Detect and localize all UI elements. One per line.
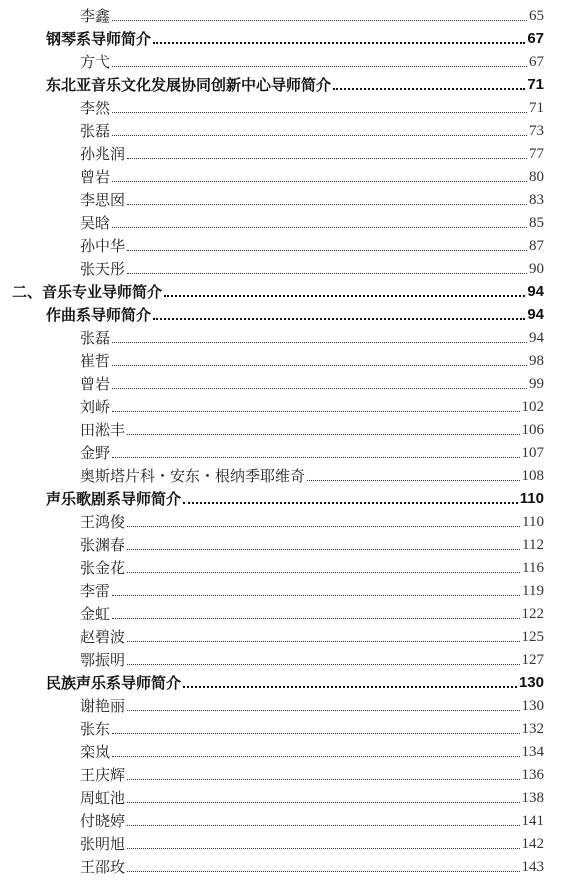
toc-entry[interactable] [0, 832, 570, 855]
toc-page-number: 77 [529, 146, 544, 162]
dot-leader [112, 135, 527, 136]
dot-leader [127, 871, 519, 872]
toc-entry[interactable] [0, 4, 570, 27]
dot-leader [127, 825, 519, 826]
toc-entry[interactable] [0, 694, 570, 717]
toc-section-heading[interactable] [0, 27, 570, 50]
toc-entry[interactable] [0, 625, 570, 648]
toc-entry-title: 王鸿俊 [80, 513, 126, 531]
dot-leader [127, 572, 520, 573]
dot-leader [127, 158, 527, 159]
toc-entry-title: 曾岩 [80, 375, 111, 393]
toc-entry-title: 赵碧波 [80, 628, 126, 646]
toc-entry-title: 周虹池 [80, 789, 126, 807]
toc-page-number: 98 [529, 353, 544, 369]
toc-page-number: 73 [529, 123, 544, 139]
toc-entry-title: 方弋 [80, 53, 111, 71]
dot-leader [127, 779, 519, 780]
toc-entry-title: 张渊春 [80, 536, 126, 554]
toc-entry-title: 作曲系导师简介 [46, 306, 152, 324]
dot-leader [333, 88, 525, 90]
toc-section-heading[interactable] [0, 303, 570, 326]
toc-entry[interactable] [0, 441, 570, 464]
toc-page-number: 71 [529, 100, 544, 116]
toc-entry-title: 金虹 [80, 605, 111, 623]
dot-leader [127, 434, 519, 435]
toc-page-number: 138 [521, 790, 544, 806]
toc-entry[interactable] [0, 372, 570, 395]
toc-entry[interactable] [0, 740, 570, 763]
toc-page-number: 116 [522, 560, 544, 576]
toc-page-number: 134 [521, 744, 544, 760]
toc-entry-title: 张明旭 [80, 835, 126, 853]
toc-section-heading[interactable] [0, 671, 570, 694]
dot-leader [112, 756, 519, 757]
dot-leader [127, 273, 527, 274]
toc-page-number: 110 [519, 490, 544, 507]
toc-entry-title: 李然 [80, 99, 111, 117]
toc-page-number: 112 [522, 537, 544, 553]
toc-page-number: 130 [521, 698, 544, 714]
toc-page-number: 94 [527, 306, 544, 323]
dot-leader [127, 802, 519, 803]
toc-page-number: 65 [529, 8, 544, 24]
dot-leader [112, 411, 519, 412]
toc-section-heading[interactable] [0, 73, 570, 96]
toc-page-number: 125 [521, 629, 544, 645]
dot-leader [127, 549, 520, 550]
dot-leader [153, 318, 525, 320]
toc-page-number: 71 [527, 76, 544, 93]
toc-entry-title: 孙兆润 [80, 145, 126, 163]
toc-entry-title: 李思囡 [80, 191, 126, 209]
dot-leader [127, 204, 527, 205]
dot-leader [112, 20, 527, 21]
toc-page-number: 67 [529, 54, 544, 70]
toc-page-number: 94 [527, 283, 544, 300]
toc-page-number: 130 [518, 674, 544, 691]
toc-page-number: 143 [521, 859, 544, 875]
toc-page-number: 132 [521, 721, 544, 737]
toc-entry-title: 王庆辉 [80, 766, 126, 784]
toc-entry[interactable] [0, 96, 570, 119]
toc-chapter-heading[interactable] [0, 280, 570, 303]
toc-entry-title: 孙中华 [80, 237, 126, 255]
dot-leader [112, 388, 527, 389]
toc-entry-title: 崔哲 [80, 352, 111, 370]
dot-leader [127, 848, 519, 849]
toc-page-number: 83 [529, 192, 544, 208]
toc-entry-title: 张磊 [80, 122, 111, 140]
toc-page-number: 85 [529, 215, 544, 231]
dot-leader [153, 42, 525, 44]
toc-entry-title: 田淞丰 [80, 421, 126, 439]
toc-entry-title: 钢琴系导师简介 [46, 30, 152, 48]
toc-page-number: 142 [521, 836, 544, 852]
dot-leader [112, 365, 527, 366]
toc-page-number: 119 [522, 583, 544, 599]
toc-page-number: 110 [522, 514, 544, 530]
toc-entry[interactable] [0, 717, 570, 740]
toc-entry[interactable] [0, 211, 570, 234]
toc-entry[interactable] [0, 533, 570, 556]
toc-entry[interactable] [0, 326, 570, 349]
dot-leader [112, 342, 527, 343]
toc-entry[interactable] [0, 602, 570, 625]
dot-leader [112, 595, 520, 596]
toc-entry-title: 李雷 [80, 582, 111, 600]
toc-entry[interactable] [0, 50, 570, 73]
toc-entry-title: 金野 [80, 444, 111, 462]
toc-entry-title: 李鑫 [80, 7, 111, 25]
toc-entry-title: 付晓婷 [80, 812, 126, 830]
toc-entry[interactable] [0, 855, 570, 878]
toc-page-number: 99 [529, 376, 544, 392]
toc-entry-title: 张磊 [80, 329, 111, 347]
toc-entry[interactable] [0, 786, 570, 809]
toc-entry-title: 王邵玫 [80, 858, 126, 876]
toc-entry[interactable] [0, 395, 570, 418]
toc-page-number: 127 [521, 652, 544, 668]
toc-entry-title: 吴晗 [80, 214, 111, 232]
toc-page-number: 136 [521, 767, 544, 783]
dot-leader [127, 526, 520, 527]
toc-page-number: 122 [521, 606, 544, 622]
table-of-contents [0, 4, 570, 878]
dot-leader [127, 250, 527, 251]
dot-leader [112, 227, 527, 228]
dot-leader [307, 480, 519, 481]
dot-leader [127, 641, 519, 642]
dot-leader [112, 112, 527, 113]
toc-page-number: 108 [521, 468, 544, 484]
toc-page-number: 107 [521, 445, 544, 461]
toc-page-number: 67 [527, 30, 544, 47]
dot-leader [127, 710, 519, 711]
toc-entry[interactable] [0, 579, 570, 602]
dot-leader [112, 733, 519, 734]
toc-page-number: 102 [521, 399, 544, 415]
toc-page-number: 87 [529, 238, 544, 254]
toc-page-number: 80 [529, 169, 544, 185]
toc-page-number: 90 [529, 261, 544, 277]
toc-entry[interactable] [0, 556, 570, 579]
toc-entry[interactable] [0, 648, 570, 671]
toc-entry-title: 曾岩 [80, 168, 111, 186]
toc-entry-title: 声乐歌剧系导师简介 [46, 490, 182, 508]
toc-entry[interactable] [0, 234, 570, 257]
toc-entry[interactable] [0, 142, 570, 165]
dot-leader [112, 457, 519, 458]
toc-entry-title: 谢艳丽 [80, 697, 126, 715]
toc-section-heading[interactable] [0, 487, 570, 510]
toc-entry-title: 张金花 [80, 559, 126, 577]
toc-entry-title: 鄂振明 [80, 651, 126, 669]
toc-entry-title: 民族声乐系导师简介 [46, 674, 182, 692]
toc-page-number: 94 [529, 330, 544, 346]
dot-leader [112, 66, 527, 67]
toc-entry[interactable] [0, 763, 570, 786]
dot-leader [112, 618, 519, 619]
toc-entry[interactable] [0, 119, 570, 142]
toc-entry[interactable] [0, 165, 570, 188]
toc-entry[interactable] [0, 349, 570, 372]
dot-leader [112, 181, 527, 182]
toc-page-number: 106 [521, 422, 544, 438]
toc-entry[interactable] [0, 418, 570, 441]
toc-entry[interactable] [0, 188, 570, 211]
dot-leader [164, 295, 525, 297]
toc-entry-title: 栾岚 [80, 743, 111, 761]
toc-entry-title: 二、音乐专业导师简介 [12, 283, 163, 301]
toc-entry[interactable] [0, 809, 570, 832]
toc-entry-title: 奥斯塔片科・安东・根纳季耶维奇 [80, 467, 306, 485]
toc-entry-title: 张东 [80, 720, 111, 738]
dot-leader [127, 664, 519, 665]
toc-page-number: 141 [521, 813, 544, 829]
dot-leader [183, 502, 518, 504]
toc-entry-title: 东北亚音乐文化发展协同创新中心导师简介 [46, 76, 332, 94]
toc-entry[interactable] [0, 257, 570, 280]
toc-entry-title: 刘峤 [80, 398, 111, 416]
toc-entry-title: 张天彤 [80, 260, 126, 278]
toc-entry[interactable] [0, 464, 570, 487]
dot-leader [183, 686, 517, 688]
toc-entry[interactable] [0, 510, 570, 533]
